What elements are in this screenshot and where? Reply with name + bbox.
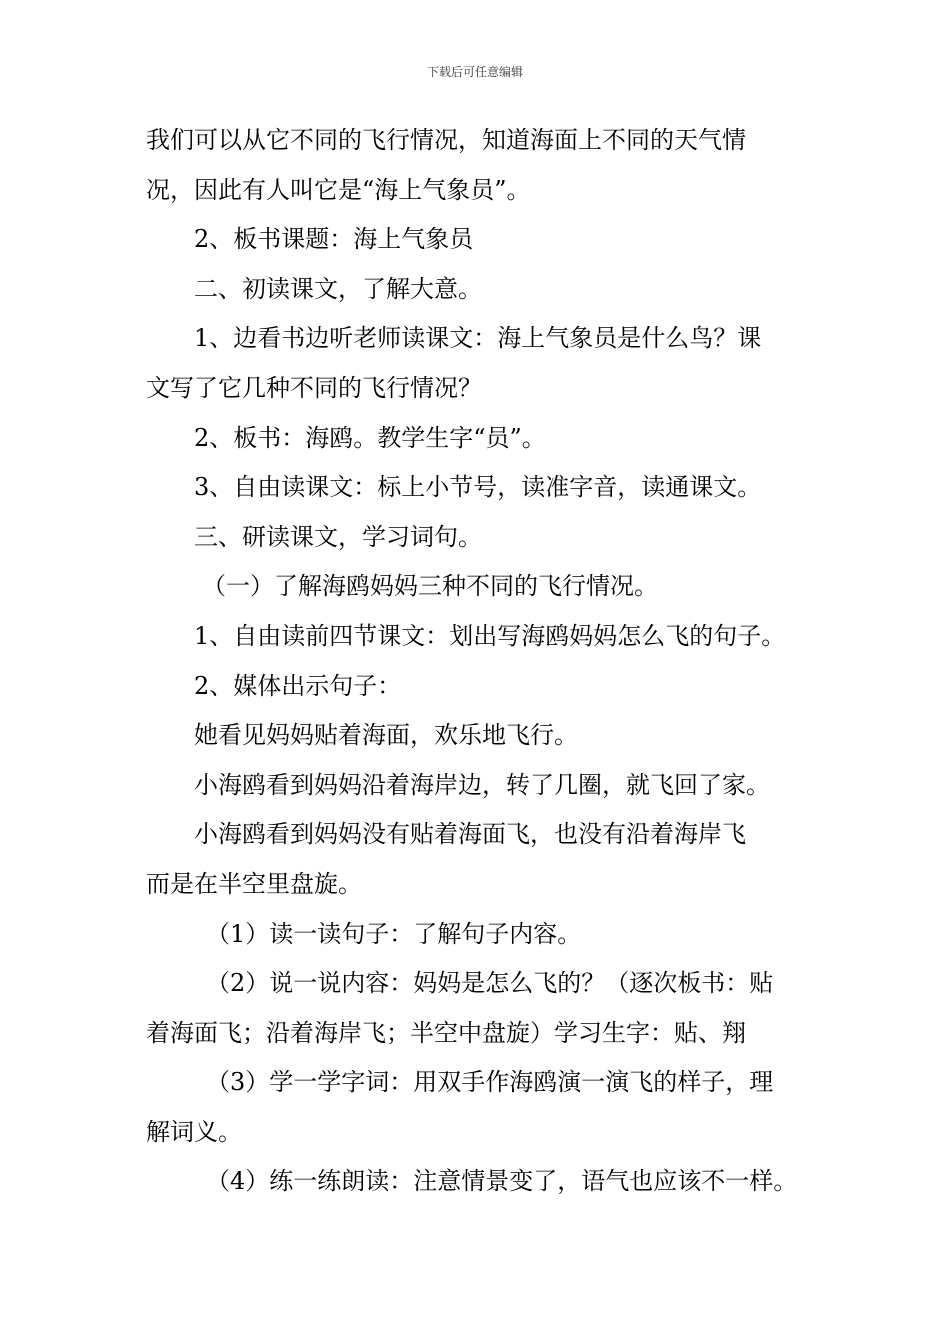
paragraph-line: 我们可以从它不同的飞行情况，知道海面上不同的天气情 <box>146 126 746 154</box>
quoted-sentence: 她看见妈妈贴着海面，欢乐地飞行。 <box>194 721 578 750</box>
paragraph-line: 解词义。 <box>146 1117 242 1146</box>
paragraph-line: 3、自由读课文：标上小节号，读准字音，读通课文。 <box>194 473 762 502</box>
paragraph-line: （3）学一学字词：用双手作海鸥演一演飞的样子，理 <box>206 1068 774 1097</box>
paragraph-line: 1、自由读前四节课文：划出写海鸥妈妈怎么飞的句子。 <box>194 621 786 650</box>
subsection-heading: （一）了解海鸥妈妈三种不同的飞行情况。 <box>202 572 658 601</box>
section-heading: 二、初读课文，了解大意。 <box>194 274 482 303</box>
paragraph-line: （2）说一说内容：妈妈是怎么飞的？（逐次板书：贴 <box>206 969 774 998</box>
paragraph-line: 文写了它几种不同的飞行情况？ <box>146 373 482 402</box>
page-header: 下载后可任意编辑 <box>426 65 523 79</box>
document-body <box>146 128 810 1219</box>
quoted-sentence: 小海鸥看到妈妈没有贴着海面飞，也没有沿着海岸飞 <box>194 820 746 849</box>
paragraph-line: 2、板书课题：海上气象员 <box>194 225 474 254</box>
paragraph-line: 着海面飞；沿着海岸飞；半空中盘旋）学习生字：贴、翔 <box>146 1018 746 1047</box>
paragraph-line: （4）练一练朗读：注意情景变了，语气也应该不一样。 <box>206 1167 798 1196</box>
paragraph-line: 2、板书：海鸥。教学生字“员”。 <box>194 423 546 452</box>
section-heading: 三、研读课文，学习词句。 <box>194 522 482 551</box>
paragraph-line: 况，因此有人叫它是“海上气象员”。 <box>146 175 531 204</box>
quoted-sentence: 而是在半空里盘旋。 <box>146 869 362 898</box>
paragraph-line: 1、边看书边听老师读课文：海上气象员是什么鸟？课 <box>194 324 762 353</box>
paragraph-line: 2、媒体出示句子： <box>194 671 402 700</box>
quoted-sentence: 小海鸥看到妈妈沿着海岸边，转了几圈，就飞回了家。 <box>194 770 770 799</box>
paragraph-line: （1）读一读句子：了解句子内容。 <box>206 919 582 948</box>
